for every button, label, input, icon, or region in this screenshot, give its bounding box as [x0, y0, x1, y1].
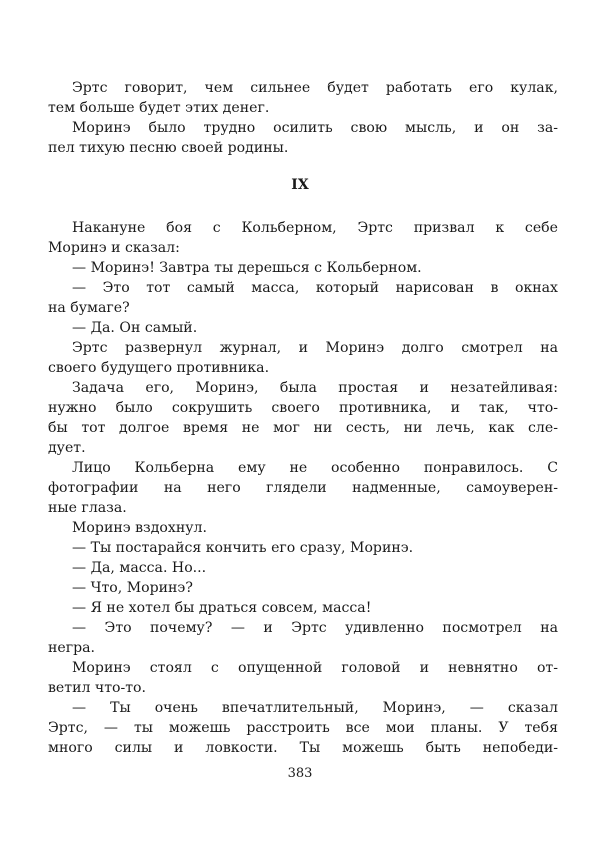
- text-line: — Ты постарайся кончить его сразу, Моринэ.: [72, 540, 414, 556]
- text-line: нужно было сокрушить своего противника, и так, что-: [48, 400, 558, 416]
- text-line: негра.: [48, 640, 96, 656]
- text-line: ные глаза.: [48, 500, 127, 516]
- text-line: — Что, Моринэ?: [72, 580, 193, 596]
- paragraph-block-2: [48, 218, 558, 758]
- text-line: — Да, масса. Но...: [72, 560, 207, 576]
- text-line: — Моринэ! Завтра ты дерешься с Кольберном.: [72, 260, 422, 276]
- text-line: своего будущего противника.: [48, 360, 270, 376]
- text-line: — Да. Он самый.: [72, 320, 198, 336]
- text-line: Лицо Кольберна ему не особенно понравилось. С: [72, 460, 558, 476]
- text-line: — Это почему? — и Эртс удивленно посмотрел на: [72, 620, 558, 636]
- text-line: Эртс говорит, чем сильнее будет работать его кулак,: [72, 80, 558, 96]
- text-line: Моринэ стоял с опущенной головой и невнятно от-: [72, 660, 558, 676]
- text-line: фотографии на него глядели надменные, самоуверен-: [48, 480, 558, 496]
- text-line: Накануне боя с Кольберном, Эртс призвал к себе: [72, 220, 558, 236]
- text-line: Эртс, — ты можешь расстроить все мои планы. У тебя: [48, 720, 558, 736]
- chapter-heading: IX: [291, 177, 309, 193]
- text-line: Задача его, Моринэ, была простая и незатейливая:: [72, 380, 558, 396]
- text-line: Моринэ и сказал:: [48, 240, 180, 256]
- text-line: много силы и ловкости. Ты можешь быть непобеди-: [48, 740, 558, 756]
- text-line: дует.: [48, 440, 86, 456]
- paragraph-block-1: [48, 78, 558, 158]
- text-line: на бумаге?: [48, 300, 130, 316]
- text-line: ветил что-то.: [48, 680, 147, 696]
- text-line: — Это тот самый масса, который нарисован в окнах: [72, 280, 558, 296]
- text-line: тем больше будет этих денег.: [48, 100, 270, 116]
- page-number: 383: [287, 766, 313, 781]
- text-line: бы тот долгое время не мог ни сесть, ни лечь, как сле-: [48, 420, 558, 436]
- text-line: — Ты очень впечатлительный, Моринэ, — сказал: [72, 700, 558, 716]
- text-line: Эртс развернул журнал, и Моринэ долго смотрел на: [72, 340, 558, 356]
- text-line: — Я не хотел бы драться совсем, масса!: [72, 600, 372, 616]
- text-line: Моринэ было трудно осилить свою мысль, и он за-: [72, 120, 558, 136]
- text-line: пел тихую песню своей родины.: [48, 140, 289, 156]
- text-line: Моринэ вздохнул.: [72, 520, 207, 536]
